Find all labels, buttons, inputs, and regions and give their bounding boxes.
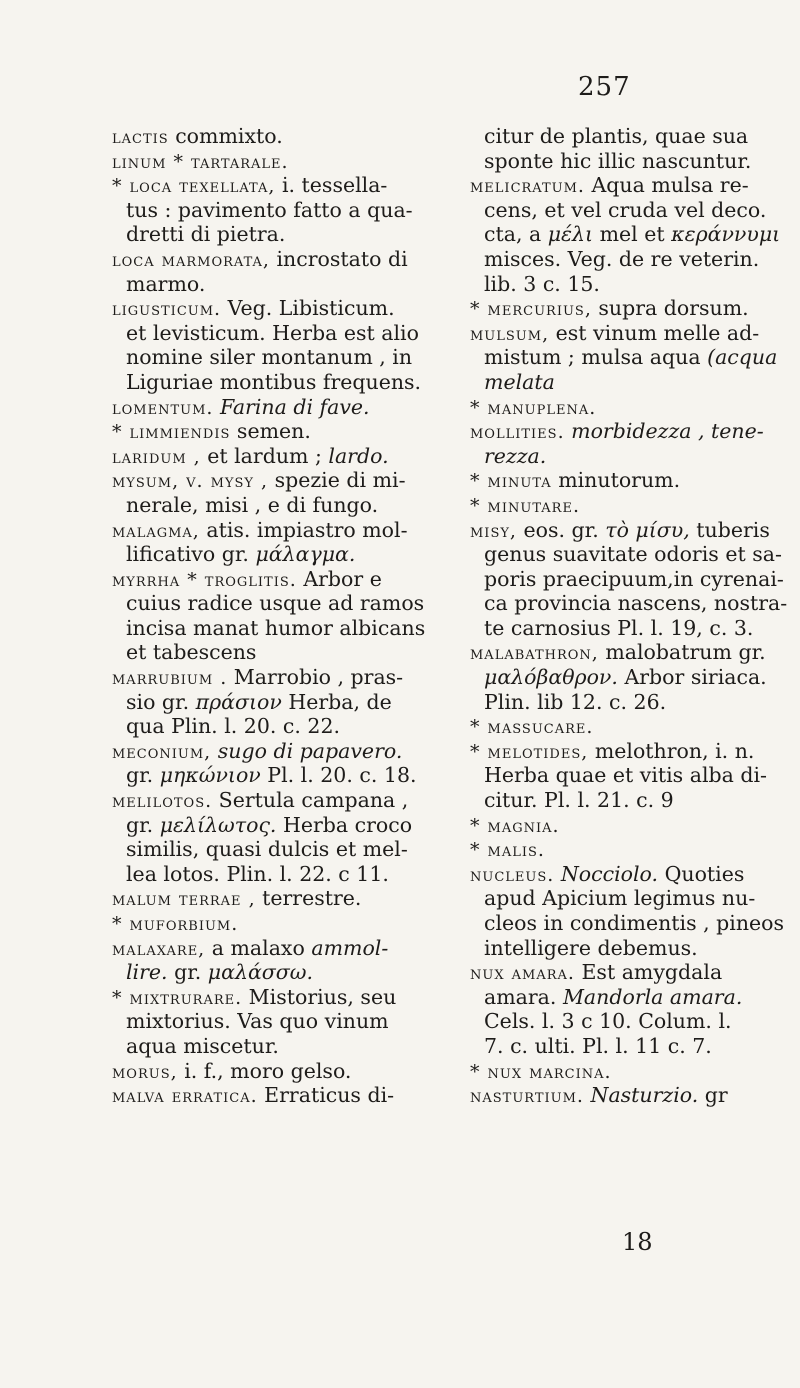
headword: misy, <box>470 519 517 542</box>
dictionary-line <box>112 222 442 247</box>
dictionary-line <box>112 272 442 297</box>
footer-signature: 18 <box>622 1228 653 1256</box>
dictionary-line <box>112 1009 442 1034</box>
dictionary-line <box>112 616 442 641</box>
dictionary-line <box>470 468 800 493</box>
dictionary-line <box>470 690 800 715</box>
dictionary-line <box>470 395 800 420</box>
entry-text: citur. Pl. l. 21. c. 9 <box>484 788 674 813</box>
headword: malum terrae , <box>112 888 256 911</box>
headword: * manuplena. <box>470 396 597 419</box>
dictionary-line <box>470 173 800 198</box>
dictionary-line <box>470 247 800 272</box>
entry-text: semen. <box>230 419 311 444</box>
italic-gloss: ammol- <box>311 935 389 960</box>
dictionary-line <box>112 665 442 690</box>
entry-text: marmo. <box>126 271 206 296</box>
entry-text: est vinum melle ad- <box>549 320 760 345</box>
headword: * minuta <box>470 470 552 493</box>
entry-text: gr. <box>167 960 208 985</box>
entry-text: tuberis <box>689 517 770 542</box>
headword: meconium, <box>112 740 212 763</box>
entry-text: melothron, i. n. <box>588 738 755 763</box>
entry-text: lea lotos. Plin. l. 22. c 11. <box>126 861 389 886</box>
entry-text: et levisticum. Herba est alio <box>126 320 419 345</box>
italic-gloss: rezza. <box>484 443 547 468</box>
headword: * melotides, <box>470 740 589 763</box>
italic-gloss: sugo di papavero. <box>217 738 403 763</box>
headword: myrrha * troglitis. <box>112 568 297 591</box>
entry-text: mixtorius. Vas quo vinum <box>126 1009 389 1034</box>
italic-gloss: Nocciolo. <box>560 861 659 886</box>
headword: linum * tartarale. <box>112 150 289 173</box>
dictionary-line <box>470 1083 800 1108</box>
headword: * magnia. <box>470 814 560 837</box>
dictionary-line <box>112 493 442 518</box>
entry-text: sio gr. <box>126 689 196 714</box>
dictionary-line <box>112 1059 442 1084</box>
headword: lactis <box>112 126 169 148</box>
headword: loca marmorata, <box>112 248 270 271</box>
headword: nucleus. <box>470 863 555 886</box>
entry-text: similis, quasi dulcis et mel- <box>126 837 408 862</box>
dictionary-line <box>112 886 442 911</box>
entry-text: Herba, de <box>281 689 392 714</box>
dictionary-line <box>112 395 442 420</box>
headword: nasturtium. <box>470 1085 584 1108</box>
entry-text: Herba croco <box>276 812 413 837</box>
entry-text: te carnosius Pl. l. 19, c. 3. <box>484 615 754 640</box>
dictionary-line <box>470 936 800 961</box>
dictionary-line <box>470 1009 800 1034</box>
dictionary-line <box>470 272 800 297</box>
dictionary-line <box>112 321 442 346</box>
dictionary-line <box>470 124 800 149</box>
dictionary-line <box>112 837 442 862</box>
entry-text: nomine siler montanum , in <box>126 345 413 370</box>
dictionary-line <box>470 222 800 247</box>
dictionary-line <box>112 444 442 469</box>
dictionary-line <box>112 591 442 616</box>
dictionary-line <box>470 419 800 444</box>
italic-gloss: Farina di fave. <box>219 394 370 419</box>
dictionary-line <box>112 345 442 370</box>
entry-text: lib. 3 c. 15. <box>484 271 600 296</box>
dictionary-line <box>112 370 442 395</box>
entry-text: gr <box>698 1083 728 1108</box>
entry-text: gr. <box>126 763 160 788</box>
dictionary-line <box>470 542 800 567</box>
headword: nux amara. <box>470 962 575 985</box>
dictionary-line <box>112 714 442 739</box>
entry-text: cens, et vel cruda vel deco. <box>484 197 767 222</box>
entry-text: nerale, misi , e di fungo. <box>126 492 379 517</box>
dictionary-line <box>470 886 800 911</box>
entry-text: poris praecipuum,in cyrenai- <box>484 566 784 591</box>
entry-text: Cels. l. 3 c 10. Colum. l. <box>484 1009 732 1034</box>
entry-text: commixto. <box>168 124 283 148</box>
dictionary-line <box>112 468 442 493</box>
dictionary-line <box>470 1059 800 1084</box>
headword: malabathron, <box>470 642 599 665</box>
entry-text: ca provincia nascens, nostra- <box>484 591 788 616</box>
italic-gloss: lire. <box>126 960 168 985</box>
dictionary-line <box>470 813 800 838</box>
headword: * nux marcina. <box>470 1060 612 1083</box>
italic-gloss: πράσιον <box>195 689 282 714</box>
entry-text: atis. impiastro mol- <box>199 517 408 542</box>
dictionary-line <box>112 124 442 149</box>
entry-text: citur de plantis, quae sua <box>484 124 749 148</box>
entry-text: 7. c. ulti. Pl. l. 11 c. 7. <box>484 1033 712 1058</box>
dictionary-line <box>112 788 442 813</box>
entry-text: Pl. l. 20. c. 18. <box>260 763 417 788</box>
dictionary-line <box>470 862 800 887</box>
entry-text: Arbor e <box>296 566 382 591</box>
italic-gloss: morbidezza , tene- <box>571 419 764 444</box>
italic-gloss: μαλόβαθρον. <box>484 665 618 690</box>
entry-text: cta, a <box>484 222 548 247</box>
entry-text: dretti di pietra. <box>126 222 286 247</box>
dictionary-line <box>470 493 800 518</box>
dictionary-line <box>112 911 442 936</box>
dictionary-line <box>470 837 800 862</box>
entry-text: lificativo gr. <box>126 542 256 567</box>
headword: * malis. <box>470 839 545 862</box>
dictionary-line <box>470 591 800 616</box>
dictionary-line <box>470 788 800 813</box>
dictionary-line <box>470 321 800 346</box>
headword: ligusticum. <box>112 298 222 321</box>
dictionary-line <box>112 985 442 1010</box>
dictionary-line <box>112 247 442 272</box>
entry-text: genus suavitate odoris et sa- <box>484 542 782 567</box>
dictionary-line <box>112 862 442 887</box>
italic-gloss: μελίλωτος. <box>159 812 277 837</box>
entry-text: aqua miscetur. <box>126 1033 279 1058</box>
italic-gloss: κεράννυμι <box>671 222 781 247</box>
entry-text: a malaxo <box>205 935 312 960</box>
entry-text: Arbor siriaca. <box>617 665 767 690</box>
italic-gloss: τὸ μίσυ, <box>605 517 690 542</box>
entry-text: spezie di mi- <box>268 468 406 493</box>
dictionary-line <box>112 813 442 838</box>
italic-gloss: Nasturzio. <box>590 1083 699 1108</box>
entry-text: mel et <box>593 222 672 247</box>
dictionary-line <box>112 296 442 321</box>
dictionary-line <box>470 616 800 641</box>
entry-text: mistum ; mulsa aqua <box>484 345 708 370</box>
entry-text: supra dorsum. <box>591 296 749 321</box>
entry-text: Herba quae et vitis alba di- <box>484 763 767 788</box>
headword: * muforbium. <box>112 913 239 935</box>
italic-gloss: μηκώνιον <box>159 763 261 788</box>
dictionary-line <box>470 1034 800 1059</box>
dictionary-line <box>112 960 442 985</box>
headword: * mercurius, <box>470 298 592 321</box>
dictionary-line <box>112 173 442 198</box>
dictionary-line <box>470 296 800 321</box>
entry-text: Liguriae montibus frequens. <box>126 369 422 394</box>
dictionary-line <box>112 640 442 665</box>
dictionary-line <box>470 567 800 592</box>
dictionary-line <box>112 567 442 592</box>
entry-text: intelligere debemus. <box>484 935 698 960</box>
entry-text: eos. gr. <box>516 517 606 542</box>
entry-text: Marrobio , pras- <box>227 665 404 690</box>
entry-text: Est amygdala <box>574 960 723 985</box>
entry-text: incrostato di <box>269 246 408 271</box>
headword: melilotos. <box>112 790 213 813</box>
dictionary-line <box>470 985 800 1010</box>
dictionary-line <box>470 714 800 739</box>
page-number: 257 <box>578 72 631 102</box>
entry-text: incisa manat humor albicans <box>126 615 426 640</box>
entry-text: sponte hic illic nascuntur. <box>484 148 752 173</box>
entry-text: qua Plin. l. 20. c. 22. <box>126 714 341 739</box>
entry-text: Plin. lib 12. c. 26. <box>484 689 667 714</box>
italic-gloss: melata <box>484 369 555 394</box>
entry-text: Sertula campana , <box>212 788 409 813</box>
headword: malva erratica. <box>112 1085 258 1108</box>
dictionary-line <box>112 419 442 444</box>
entry-text: Quoties <box>658 861 745 886</box>
italic-gloss: μαλάσσω. <box>207 960 314 985</box>
italic-gloss: (acqua <box>707 345 778 370</box>
entry-text: minutorum. <box>551 468 681 493</box>
entry-text: i. tessella- <box>275 173 388 198</box>
dictionary-line <box>470 640 800 665</box>
headword: malaxare, <box>112 937 206 960</box>
dictionary-line <box>470 763 800 788</box>
dictionary-line <box>112 542 442 567</box>
left-column <box>112 124 442 1108</box>
dictionary-line <box>112 518 442 543</box>
headword: marrubium . <box>112 667 228 690</box>
headword: * mixtrurare. <box>112 986 243 1009</box>
italic-gloss: μάλαγμα. <box>255 542 356 567</box>
headword: * loca texellata, <box>112 175 276 198</box>
headword: * massucare. <box>470 716 594 739</box>
dictionary-line <box>470 518 800 543</box>
headword: * minutare. <box>470 494 580 517</box>
dictionary-line <box>112 763 442 788</box>
entry-text: tus : pavimento fatto a qua- <box>126 197 413 222</box>
headword: morus, <box>112 1060 178 1083</box>
dictionary-line <box>470 960 800 985</box>
right-column <box>470 124 800 1108</box>
entry-text: Aqua mulsa re- <box>584 173 749 198</box>
entry-text: Erraticus di- <box>257 1083 395 1108</box>
headword: melicratum. <box>470 175 585 198</box>
entry-text: et tabescens <box>126 640 257 665</box>
italic-gloss: μέλι <box>547 222 594 247</box>
italic-gloss: Mandorla amara. <box>562 984 743 1009</box>
dictionary-line <box>112 198 442 223</box>
entry-text: apud Apicium legimus nu- <box>484 886 756 911</box>
entry-text: gr. <box>126 812 160 837</box>
dictionary-line <box>112 1083 442 1108</box>
entry-text: amara. <box>484 984 563 1009</box>
entry-text: et lardum ; <box>200 443 329 468</box>
dictionary-line <box>112 149 442 174</box>
entry-text: Mistorius, seu <box>242 984 397 1009</box>
entry-text: cuius radice usque ad ramos <box>126 591 425 616</box>
dictionary-line <box>112 690 442 715</box>
dictionary-line <box>112 1034 442 1059</box>
headword: * limmiendis <box>112 421 231 444</box>
headword: lomentum. <box>112 396 214 419</box>
dictionary-line <box>470 198 800 223</box>
dictionary-line <box>112 936 442 961</box>
entry-text: Veg. Libisticum. <box>221 296 395 321</box>
entry-text: misces. Veg. de re veterin. <box>484 246 760 271</box>
headword: malagma, <box>112 519 200 542</box>
entry-text: malobatrum gr. <box>598 640 766 665</box>
dictionary-line <box>470 444 800 469</box>
dictionary-line <box>470 665 800 690</box>
dictionary-line <box>470 345 800 370</box>
headword: laridum , <box>112 445 201 468</box>
dictionary-line <box>470 911 800 936</box>
entry-text: i. f., moro gelso. <box>177 1058 352 1083</box>
headword: mysum, v. mysy , <box>112 470 269 493</box>
entry-text: terrestre. <box>255 886 362 911</box>
entry-text: cleos in condimentis , pineos <box>484 911 785 935</box>
dictionary-line <box>470 149 800 174</box>
headword: mulsum, <box>470 322 550 345</box>
dictionary-line <box>112 739 442 764</box>
italic-gloss: lardo. <box>328 443 389 468</box>
dictionary-line <box>470 739 800 764</box>
headword: mollities. <box>470 421 565 444</box>
dictionary-line <box>470 370 800 395</box>
